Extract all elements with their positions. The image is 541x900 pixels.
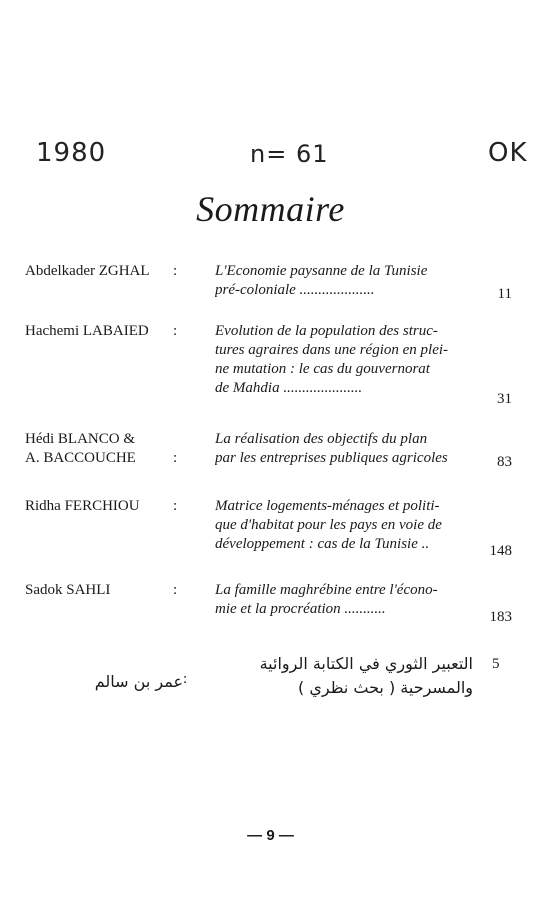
toc-page-number: 31 bbox=[497, 391, 512, 407]
toc-article-line: pré-coloniale .................... bbox=[215, 282, 375, 298]
toc-article-line: Evolution de la population des struc- bbox=[215, 323, 438, 339]
toc-colon: : bbox=[173, 450, 178, 466]
toc-author-line: Hédi BLANCO & bbox=[25, 431, 135, 447]
toc-author bbox=[25, 497, 173, 516]
toc-article-line: La famille maghrébine entre l'écono- bbox=[215, 582, 438, 598]
toc-article-line: ne mutation : le cas du gouvernorat bbox=[215, 361, 430, 377]
toc-article-title bbox=[215, 262, 473, 300]
toc-colon: : bbox=[173, 582, 178, 598]
toc-author bbox=[25, 581, 173, 600]
toc-author-line: A. BACCOUCHE bbox=[25, 450, 136, 466]
toc-author bbox=[25, 322, 173, 341]
toc-article-title bbox=[215, 581, 473, 619]
handwritten-year: 1980 bbox=[36, 138, 107, 168]
toc-article-line: développement : cas de la Tunisie .. bbox=[215, 536, 430, 552]
toc-colon: : bbox=[183, 671, 188, 687]
toc-page-number: 11 bbox=[497, 286, 512, 302]
toc-article-line: والمسرحية ( بحث نظري ) bbox=[298, 678, 473, 697]
toc-author-line: Ridha FERCHIOU bbox=[25, 498, 140, 514]
toc-article-line: tures agraires dans une région en plei- bbox=[215, 342, 449, 358]
toc-article-line: التعبير الثوري في الكتابة الروائية bbox=[259, 654, 473, 673]
page-title: Sommaire bbox=[196, 189, 345, 229]
toc-article-line: La réalisation des objectifs du plan bbox=[215, 431, 428, 447]
toc-page-number: 83 bbox=[497, 454, 512, 470]
toc-article-title bbox=[215, 497, 473, 554]
toc-article-title bbox=[215, 322, 473, 398]
toc-article-line: que d'habitat pour les pays en voie de bbox=[215, 517, 442, 533]
handwritten-issue-number: n= 61 bbox=[250, 140, 329, 168]
toc-author-line: Hachemi LABAIED bbox=[25, 323, 149, 339]
toc-article-line: Matrice logements-ménages et politi- bbox=[215, 498, 440, 514]
toc-colon: : bbox=[173, 498, 178, 514]
toc-author: عمر بن سالم bbox=[94, 672, 183, 691]
handwritten-ok-mark: OK bbox=[488, 138, 528, 168]
toc-page-number: 183 bbox=[489, 609, 512, 625]
toc-author bbox=[25, 430, 173, 468]
toc-article-line: mie et la procréation ........... bbox=[215, 601, 386, 617]
toc-author-line: Abdelkader ZGHAL bbox=[25, 263, 150, 279]
toc-page-number: 148 bbox=[489, 543, 512, 559]
toc-page-number: 5 bbox=[492, 656, 500, 672]
toc-colon: : bbox=[173, 323, 178, 339]
toc-article-line: L'Economie paysanne de la Tunisie bbox=[215, 263, 428, 279]
page-number-footer: — 9 — bbox=[247, 827, 294, 844]
toc-author bbox=[25, 262, 173, 281]
toc-article-line: par les entreprises publiques agricoles bbox=[215, 450, 448, 466]
toc-article-title bbox=[205, 652, 473, 700]
toc-author-line: Sadok SAHLI bbox=[25, 582, 111, 598]
toc-article-title bbox=[215, 430, 473, 468]
toc-article-line: de Mahdia ..................... bbox=[215, 380, 363, 396]
toc-colon: : bbox=[173, 263, 178, 279]
